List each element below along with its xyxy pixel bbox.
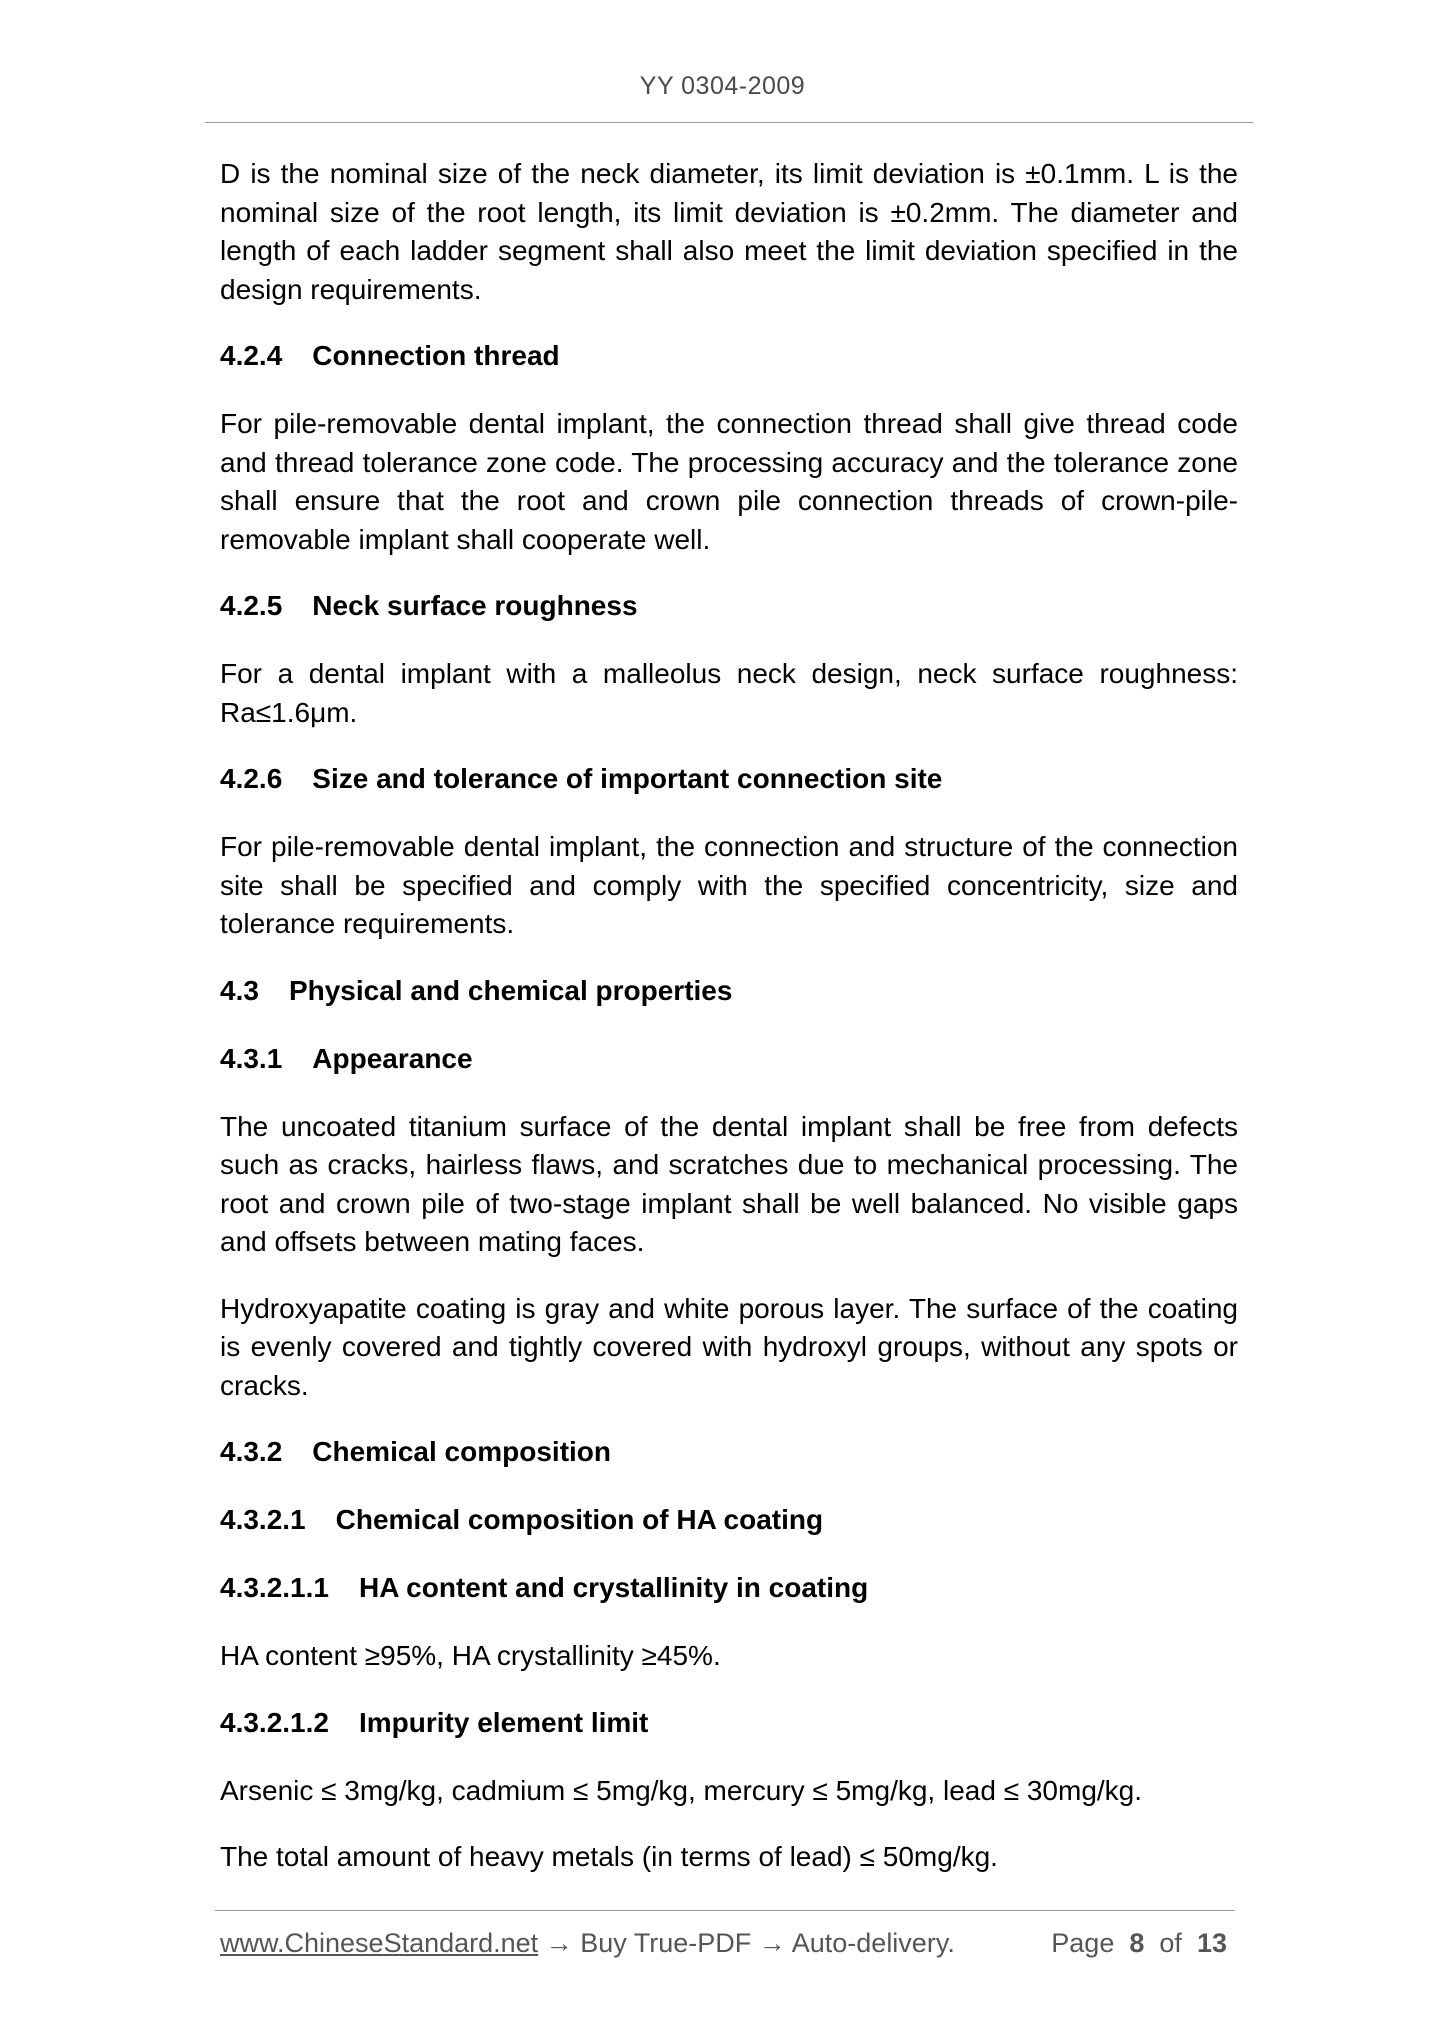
section-title: Connection thread (312, 340, 560, 371)
section-heading (220, 1569, 1238, 1607)
section-title: Size and tolerance of important connection site (312, 763, 943, 794)
paragraph: For pile-removable dental implant, the connection and structure of the connection site shall be specified and comply with the specified concentricity, size and tolerance requirements. (220, 831, 1238, 939)
page-word: Page (1051, 1928, 1115, 1958)
section-title: Neck surface roughness (312, 590, 638, 621)
section-number: 4.2.5 (220, 590, 283, 621)
section-number: 4.3.2.1.1 (220, 1572, 329, 1603)
paragraph: Arsenic ≤ 3mg/kg, cadmium ≤ 5mg/kg, mercury ≤ 5mg/kg, lead ≤ 30mg/kg. (220, 1774, 1143, 1806)
section-title: Chemical composition (312, 1436, 611, 1467)
section-number: 4.3 (220, 974, 259, 1006)
section-number: 4.3.2.1.2 (220, 1706, 329, 1738)
of-word: of (1159, 1928, 1182, 1958)
footer-promo-text: → Buy True-PDF → Auto-delivery. (538, 1928, 955, 1958)
section-title: Physical and chemical properties (288, 974, 733, 1006)
header-divider (205, 122, 1253, 123)
paragraph: HA content ≥95%, HA crystallinity ≥45%. (220, 1640, 721, 1671)
page-header: YY 0304-2009 (639, 72, 806, 100)
section-heading (220, 1040, 1238, 1078)
paragraph: The total amount of heavy metals (in terms of lead) ≤ 50mg/kg. (220, 1841, 998, 1872)
paragraph: D is the nominal size of the neck diameter, its limit deviation is ±0.1mm. L is the nominal size of the root length, its limit deviation is ±0.2mm. The diameter and length of each ladder segment shall also meet the limit deviation specified in the design requirements. (220, 158, 1238, 305)
page-number: 8 (1129, 1928, 1145, 1958)
section-number: 4.3.2 (220, 1436, 283, 1467)
section-title: Appearance (312, 1042, 473, 1074)
footer-divider (215, 1910, 1235, 1911)
website-link[interactable]: www.ChineseStandard.net (220, 1928, 539, 1958)
section-number: 4.2.4 (220, 340, 283, 371)
section-number: 4.3.2.1 (220, 1504, 306, 1535)
page-total: 13 (1196, 1928, 1227, 1958)
paragraph: For pile-removable dental implant, the connection thread shall give thread code and thread tolerance zone code. The processing accuracy and the tolerance zone shall ensure that the root and crown pile connection threads of crown-pile-removable implant shall cooperate well. (220, 408, 1238, 555)
paragraph: For a dental implant with a malleolus neck design, neck surface roughness: Ra≤1.6μm. (220, 658, 1238, 728)
paragraph: Hydroxyapatite coating is gray and white porous layer. The surface of the coating is evenly covered and tightly covered with hydroxyl groups, without any spots or cracks. (220, 1292, 1238, 1401)
section-heading (220, 1501, 1238, 1539)
footer-promo (220, 1928, 955, 1959)
page-indicator (1051, 1928, 1227, 1959)
section-heading (220, 972, 1238, 1010)
section-title: Impurity element limit (358, 1706, 649, 1738)
section-title: Chemical composition of HA coating (335, 1504, 824, 1535)
section-heading (220, 587, 1238, 625)
section-number: 4.2.6 (220, 763, 283, 794)
section-heading (220, 1704, 1238, 1742)
paragraph: The uncoated titanium surface of the dental implant shall be free from defects such as cracks, hairless flaws, and scratches due to mechanical processing. The root and crown pile of two-stage implant shall be well balanced. No visible gaps and offsets between mating faces. (220, 1110, 1238, 1257)
section-heading (220, 1433, 1238, 1471)
section-title: HA content and crystallinity in coating (358, 1572, 869, 1603)
section-number: 4.3.1 (220, 1042, 283, 1074)
section-heading (220, 760, 1238, 798)
section-heading (220, 337, 1238, 375)
document-body (220, 155, 1238, 1905)
